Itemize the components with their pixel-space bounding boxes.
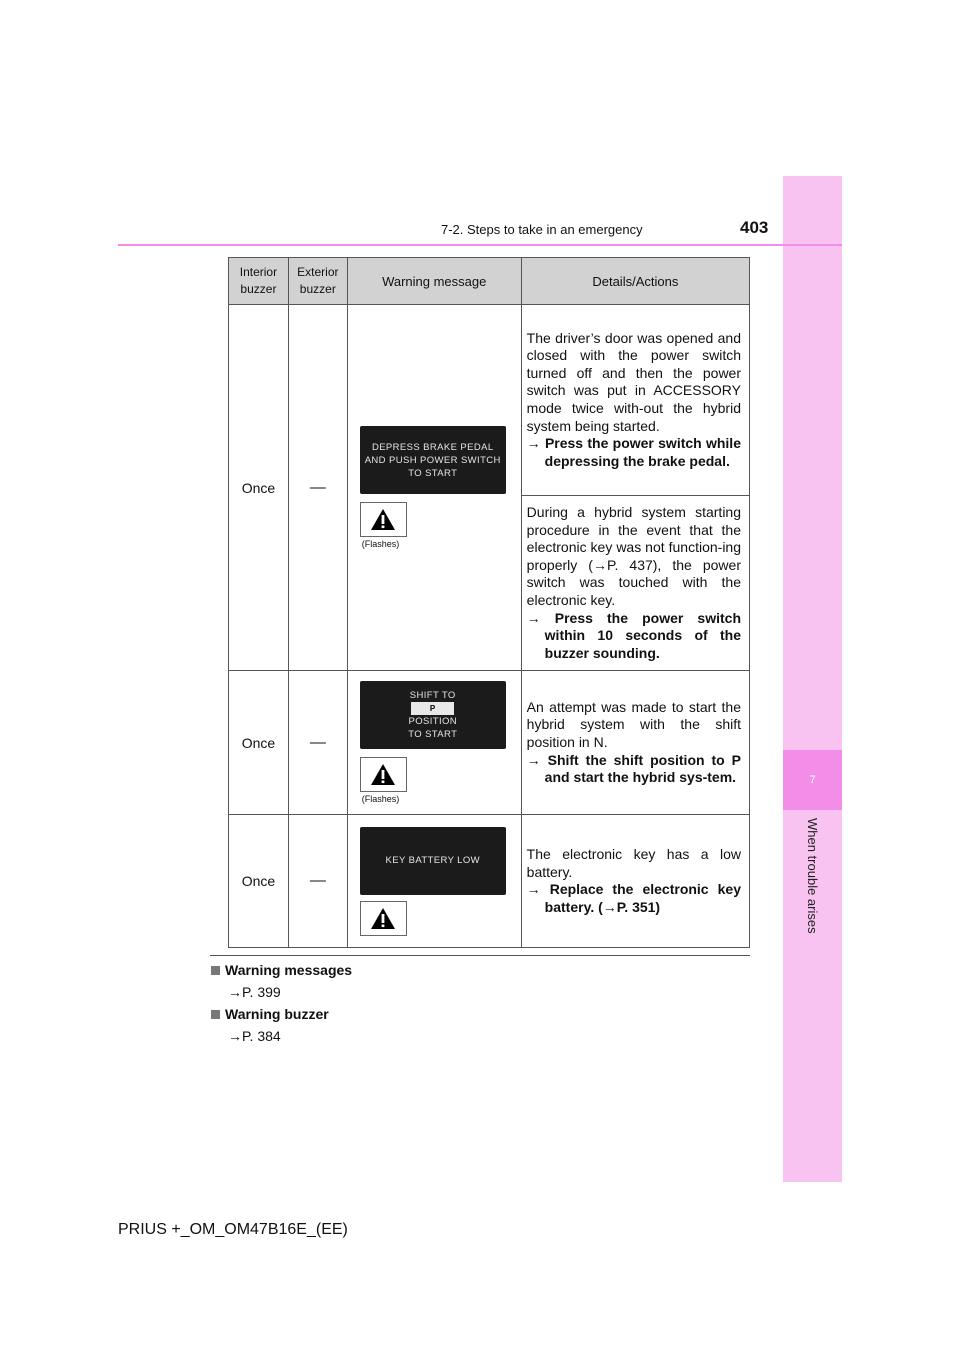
detail-text: An attempt was made to start the hybrid system with the shift position in N. (526, 698, 741, 751)
page-number: 403 (740, 218, 769, 237)
chapter-number: 7 (783, 750, 842, 810)
flashes-label: (Flashes) (361, 539, 400, 550)
square-bullet-icon (211, 966, 220, 975)
screen-line: DEPRESS BRAKE PEDAL (371, 441, 494, 453)
warning-table (228, 257, 750, 948)
display-screen (360, 827, 506, 895)
screen-line: TO START (408, 729, 458, 741)
detail-text: The electronic key has a low battery. (526, 846, 741, 880)
divider (210, 955, 750, 956)
header-details: Details/Actions (521, 258, 749, 305)
header-interior-buzzer: Interior buzzer (229, 258, 289, 305)
header-warning-message: Warning message (347, 258, 521, 305)
details-cell (521, 496, 749, 671)
park-position-badge: P (411, 702, 454, 715)
warning-message-cell (347, 305, 521, 671)
square-bullet-icon (211, 1010, 220, 1019)
warning-message-cell (347, 815, 521, 948)
table-header-row (229, 258, 750, 305)
header-rule (118, 244, 842, 246)
interior-buzzer-cell: Once (229, 815, 289, 948)
warning-message-cell (347, 671, 521, 815)
screen-line: TO START (408, 467, 458, 479)
action-text: → Replace the electronic key battery. (→P. 351) (526, 881, 741, 915)
chapter-title: When trouble arises (805, 818, 820, 934)
header-exterior-buzzer: Exterior buzzer (288, 258, 347, 305)
detail-text: The driver’s door was opened and closed with the power switch turned off and then the power switch was put in ACCESSORY mode twice with-out the hybrid system being started. (526, 329, 741, 434)
screen-line: KEY BATTERY LOW (385, 855, 481, 867)
interior-buzzer-cell: Once (229, 305, 289, 671)
chapter-side-tab (783, 176, 842, 1182)
display-screen (360, 426, 506, 494)
table-row (229, 671, 750, 815)
master-warning-icon (360, 502, 407, 537)
action-text: → Shift the shift position to P and start the hybrid sys-tem. (526, 751, 741, 786)
details-cell (521, 671, 749, 815)
master-warning-icon (360, 757, 407, 792)
details-cell (521, 815, 749, 948)
exterior-buzzer-cell: — (288, 305, 347, 671)
note-heading: Warning buzzer (211, 1006, 329, 1022)
screen-line: SHIFT TO P POSITION (408, 690, 458, 728)
action-text: → Press the power switch while depressing the brake pedal. (526, 435, 741, 469)
exterior-buzzer-cell: — (288, 671, 347, 815)
page-reference: →P. 384 (228, 1028, 281, 1044)
table-row (229, 305, 750, 496)
note-heading: Warning messages (211, 962, 352, 978)
action-text: → Press the power switch within 10 seconds of the buzzer sounding. (526, 609, 741, 661)
document-footer: PRIUS +_OM_OM47B16E_(EE) (118, 1221, 348, 1238)
screen-line: AND PUSH POWER SWITCH (364, 454, 501, 466)
details-cell (521, 305, 749, 496)
exterior-buzzer-cell: — (288, 815, 347, 948)
page-reference: →P. 399 (228, 984, 281, 1000)
table-row (229, 815, 750, 948)
flashes-label: (Flashes) (361, 794, 400, 805)
display-screen (360, 681, 506, 749)
master-warning-icon (360, 901, 407, 936)
detail-text: During a hybrid system starting procedure in the event that the electronic key was not function-ing properly (→P. 437), the power switch was touched with the electronic key. (526, 504, 741, 608)
section-title: 7-2. Steps to take in an emergency (441, 222, 643, 237)
interior-buzzer-cell: Once (229, 671, 289, 815)
